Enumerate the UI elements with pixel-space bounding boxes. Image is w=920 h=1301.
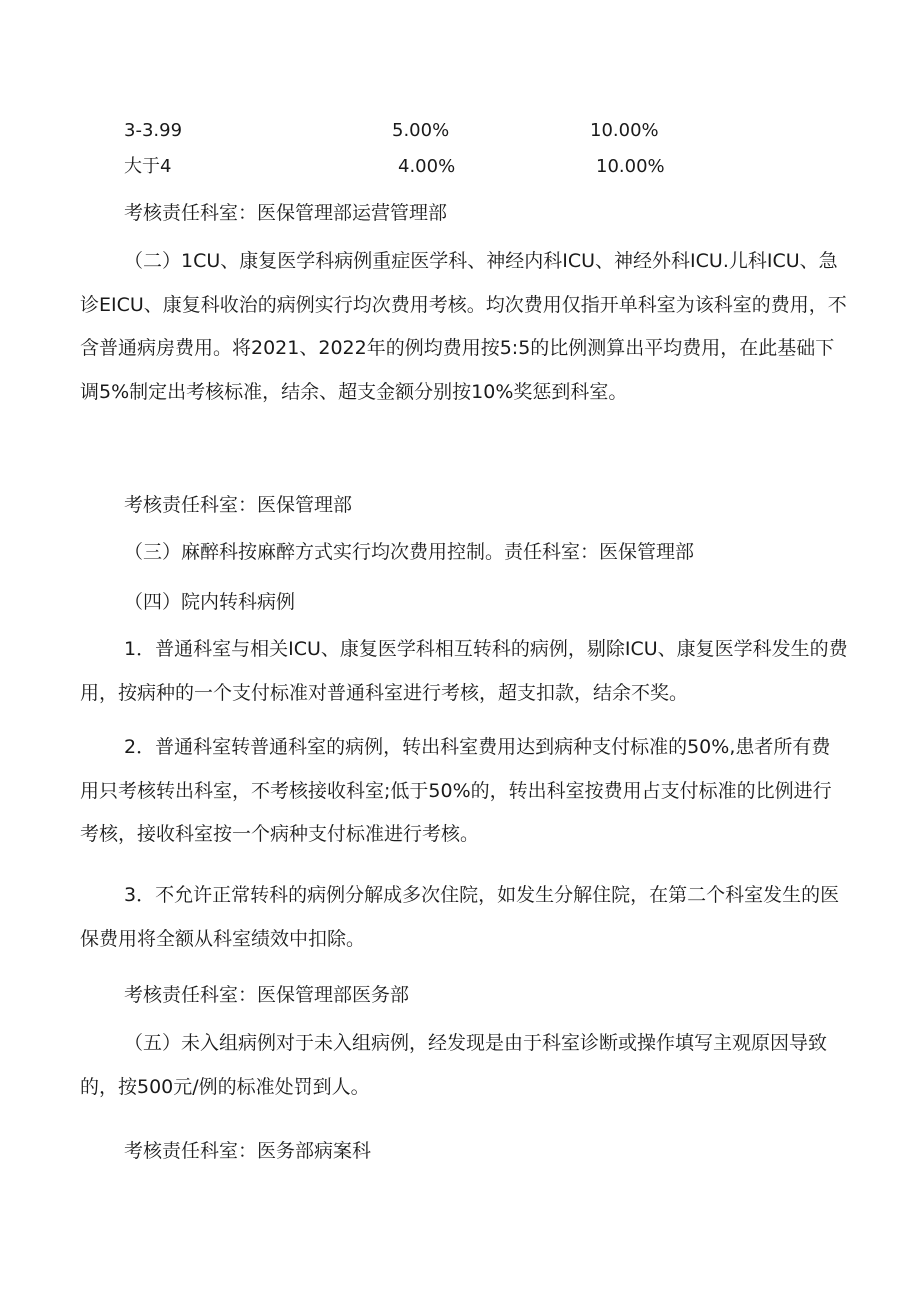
section-paragraph: （五）未入组病例对于未入组病例，经发现是由于科室诊断或操作填写主观原因导致的，按500元/例的标准处罚到人。	[80, 1032, 828, 1098]
section-paragraph: （二）1CU、康复医学科病例重症医学科、神经内科ICU、神经外科ICU.儿科ICU、急诊EICU、康复科收治的病例实行均次费用考核。均次费用仅指开单科室为该科室的费用，不含普通病房费用。将2021、2022年的例均费用按5:5的比例测算出平均费用，在此基础下调5%制定出考核标准，结余、超支金额分别按10%奖惩到科室。	[80, 250, 847, 403]
range-cell: 3-3.99	[124, 120, 183, 141]
rate-cell: 10.00%	[590, 120, 659, 141]
table-row	[0, 152, 920, 182]
section-heading: （四）院内转科病例	[124, 591, 296, 613]
responsibility-line: 考核责任科室：医保管理部	[124, 494, 353, 516]
list-item: 2．普通科室转普通科室的病例，转出科室费用达到病种支付标准的50%,患者所有费用只考核转出科室，不考核接收科室;低于50%的，转出科室按费用占支付标准的比例进行考核，接收科室按一个病种支付标准进行考核。	[80, 736, 832, 846]
section-paragraph: （三）麻醉科按麻醉方式实行均次费用控制。责任科室：医保管理部	[124, 541, 695, 563]
rate-cell: 5.00%	[392, 120, 450, 141]
responsibility-line: 考核责任科室：医务部病案科	[124, 1140, 372, 1162]
rate-cell: 4.00%	[398, 156, 456, 177]
list-item: 3．不允许正常转科的病例分解成多次住院，如发生分解住院，在第二个科室发生的医保费用将全额从科室绩效中扣除。	[80, 884, 840, 950]
rate-cell: 10.00%	[596, 156, 665, 177]
responsibility-line: 考核责任科室：医保管理部运营管理部	[124, 202, 448, 224]
list-item: 1．普通科室与相关ICU、康复医学科相互转科的病例，剔除ICU、康复医学科发生的费用，按病种的一个支付标准对普通科室进行考核，超支扣款，结余不奖。	[80, 638, 848, 704]
table-row	[0, 116, 920, 146]
responsibility-line: 考核责任科室：医保管理部医务部	[124, 984, 410, 1006]
range-cell: 大于4	[124, 156, 172, 177]
